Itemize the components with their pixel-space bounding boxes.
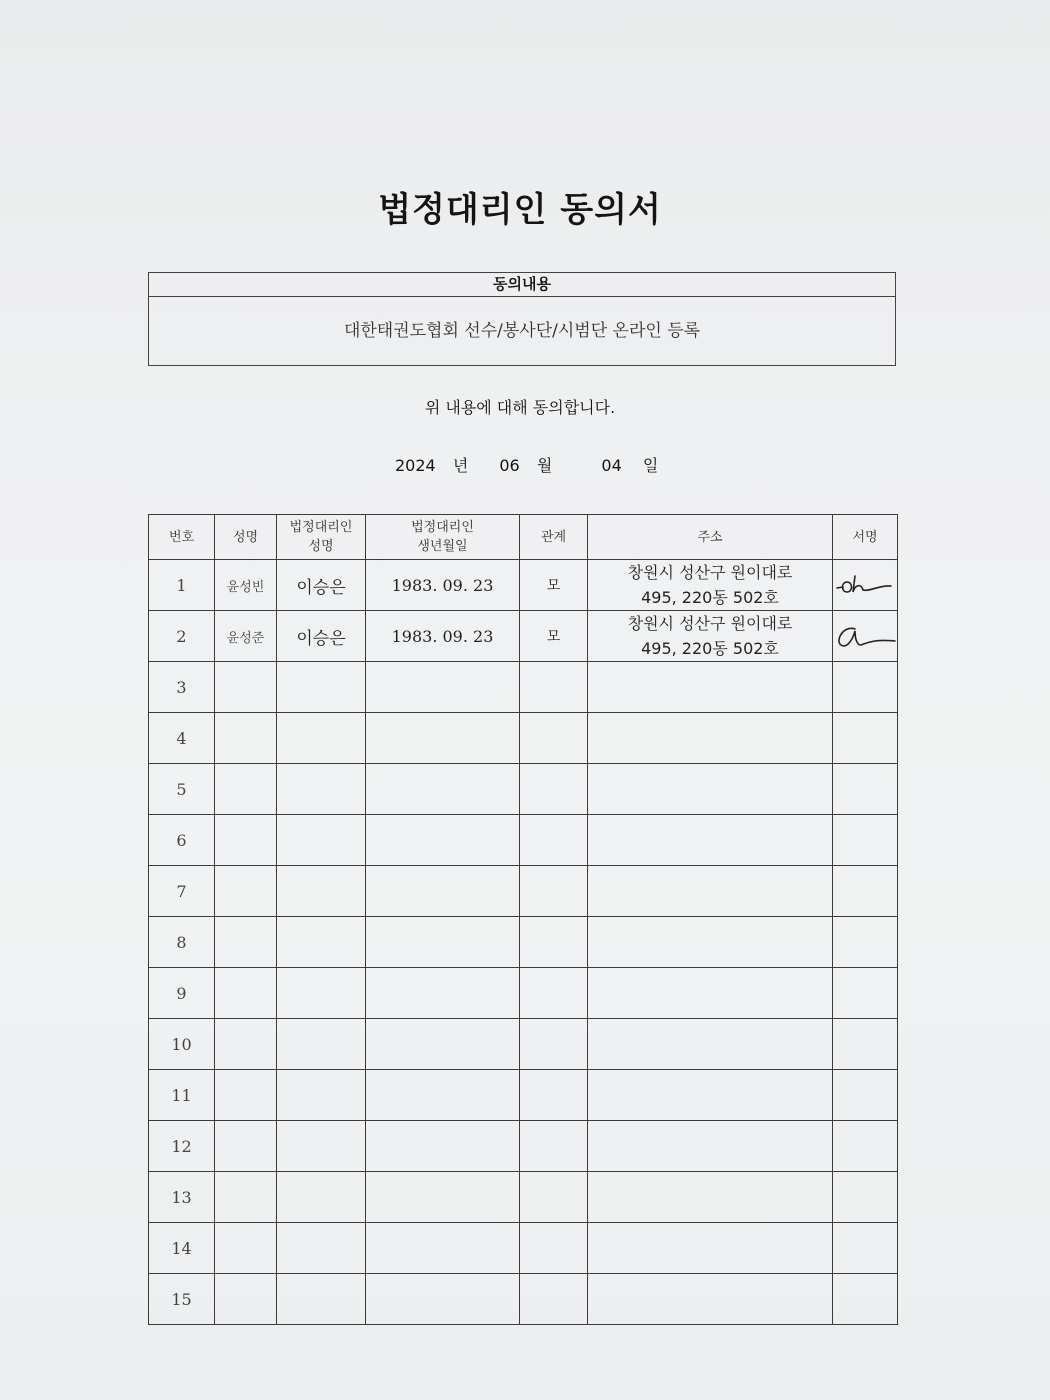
guardian-birthdate bbox=[366, 968, 520, 1019]
row-number: 9 bbox=[149, 968, 215, 1019]
guardian-name bbox=[277, 968, 366, 1019]
row-number: 6 bbox=[149, 815, 215, 866]
address bbox=[588, 1121, 833, 1172]
row-number: 15 bbox=[149, 1274, 215, 1325]
address bbox=[588, 866, 833, 917]
table-row bbox=[149, 1274, 898, 1325]
date-day-label: 일 bbox=[642, 456, 659, 475]
address bbox=[588, 968, 833, 1019]
relation bbox=[520, 1223, 588, 1274]
row-number: 14 bbox=[149, 1223, 215, 1274]
guardian-birthdate bbox=[366, 764, 520, 815]
header-no: 번호 bbox=[149, 515, 215, 560]
header-guardian-birth-line1: 법정대리인 bbox=[411, 520, 474, 535]
signature-cell bbox=[833, 1172, 898, 1223]
student-name bbox=[215, 815, 277, 866]
table-row bbox=[149, 968, 898, 1019]
table-row bbox=[149, 866, 898, 917]
guardian-name bbox=[277, 662, 366, 713]
address-line2: 495, 220동 502호 bbox=[641, 588, 779, 607]
address bbox=[588, 1019, 833, 1070]
table-row bbox=[149, 1070, 898, 1121]
signature-cell bbox=[833, 1223, 898, 1274]
signature-cell bbox=[833, 866, 898, 917]
relation bbox=[520, 1121, 588, 1172]
table-row bbox=[149, 1172, 898, 1223]
guardian-name bbox=[277, 1019, 366, 1070]
table-row bbox=[149, 1223, 898, 1274]
row-number: 3 bbox=[149, 662, 215, 713]
address bbox=[588, 1223, 833, 1274]
header-address: 주소 bbox=[588, 515, 833, 560]
guardian-birthdate bbox=[366, 1172, 520, 1223]
guardian-name bbox=[277, 1223, 366, 1274]
relation bbox=[520, 866, 588, 917]
guardian-birthdate bbox=[366, 866, 520, 917]
guardian-name bbox=[277, 917, 366, 968]
student-name: 윤성준 bbox=[215, 611, 277, 662]
row-number: 5 bbox=[149, 764, 215, 815]
table-row bbox=[149, 917, 898, 968]
consent-box-content: 대한태권도협회 선수/봉사단/시범단 온라인 등록 bbox=[343, 321, 701, 341]
signature-cell bbox=[833, 815, 898, 866]
signature-cell bbox=[833, 764, 898, 815]
guardian-table bbox=[148, 514, 898, 1325]
date-month-label: 월 bbox=[536, 456, 553, 475]
guardian-birthdate: 1983. 09. 23 bbox=[366, 611, 520, 662]
signature-cell bbox=[833, 713, 898, 764]
guardian-name bbox=[277, 713, 366, 764]
row-number: 2 bbox=[149, 611, 215, 662]
header-name: 성명 bbox=[215, 515, 277, 560]
signature-cell bbox=[833, 611, 898, 662]
consent-box-header: 동의내용 bbox=[149, 273, 895, 297]
row-number: 13 bbox=[149, 1172, 215, 1223]
handwritten-signature bbox=[835, 570, 895, 600]
relation: 모 bbox=[520, 611, 588, 662]
guardian-birthdate bbox=[366, 1223, 520, 1274]
address bbox=[588, 713, 833, 764]
signature-cell bbox=[833, 1121, 898, 1172]
row-number: 4 bbox=[149, 713, 215, 764]
guardian-name bbox=[277, 815, 366, 866]
address bbox=[588, 662, 833, 713]
relation bbox=[520, 815, 588, 866]
guardian-birthdate bbox=[366, 917, 520, 968]
guardian-name bbox=[277, 1172, 366, 1223]
student-name bbox=[215, 1070, 277, 1121]
address bbox=[588, 1070, 833, 1121]
student-name bbox=[215, 866, 277, 917]
address bbox=[588, 917, 833, 968]
table-row bbox=[149, 1121, 898, 1172]
table-row bbox=[149, 713, 898, 764]
guardian-birthdate bbox=[366, 1274, 520, 1325]
document-title: 법정대리인 동의서 bbox=[378, 190, 662, 230]
signature-cell bbox=[833, 917, 898, 968]
table-row bbox=[149, 662, 898, 713]
address bbox=[588, 764, 833, 815]
relation bbox=[520, 968, 588, 1019]
header-guardian-name-line2: 성명 bbox=[308, 539, 334, 554]
address bbox=[588, 815, 833, 866]
student-name bbox=[215, 713, 277, 764]
row-number: 7 bbox=[149, 866, 215, 917]
signature-cell bbox=[833, 1019, 898, 1070]
student-name: 윤성빈 bbox=[215, 560, 277, 611]
student-name bbox=[215, 1223, 277, 1274]
guardian-name: 이승은 bbox=[277, 611, 366, 662]
address bbox=[588, 560, 833, 611]
header-guardian-birth-line2: 생년월일 bbox=[417, 539, 468, 554]
header-guardian-name-line1: 법정대리인 bbox=[289, 520, 353, 535]
address bbox=[588, 1274, 833, 1325]
row-number: 11 bbox=[149, 1070, 215, 1121]
signature-cell bbox=[833, 1070, 898, 1121]
guardian-birthdate: 1983. 09. 23 bbox=[366, 560, 520, 611]
relation bbox=[520, 713, 588, 764]
relation bbox=[520, 662, 588, 713]
relation bbox=[520, 1274, 588, 1325]
guardian-birthdate bbox=[366, 662, 520, 713]
address-line1: 창원시 성산구 원이대로 bbox=[627, 614, 793, 633]
date-year-label: 년 bbox=[452, 456, 469, 475]
guardian-birthdate bbox=[366, 1121, 520, 1172]
date-day: 04 bbox=[601, 456, 622, 475]
relation bbox=[520, 1070, 588, 1121]
handwritten-signature bbox=[833, 621, 897, 651]
student-name bbox=[215, 1274, 277, 1325]
relation bbox=[520, 1019, 588, 1070]
relation bbox=[520, 1172, 588, 1223]
relation bbox=[520, 917, 588, 968]
guardian-name bbox=[277, 866, 366, 917]
relation: 모 bbox=[520, 560, 588, 611]
guardian-birthdate bbox=[366, 1019, 520, 1070]
consent-date bbox=[395, 453, 658, 476]
table-row bbox=[149, 611, 898, 662]
guardian-name bbox=[277, 1070, 366, 1121]
table-row bbox=[149, 815, 898, 866]
agreement-text: 위 내용에 대해 동의합니다. bbox=[424, 398, 616, 417]
address bbox=[588, 1172, 833, 1223]
student-name bbox=[215, 1019, 277, 1070]
row-number: 12 bbox=[149, 1121, 215, 1172]
student-name bbox=[215, 1121, 277, 1172]
table-row bbox=[149, 764, 898, 815]
table-header-row bbox=[149, 515, 898, 560]
address-line1: 창원시 성산구 원이대로 bbox=[627, 563, 793, 582]
student-name bbox=[215, 968, 277, 1019]
guardian-name bbox=[277, 764, 366, 815]
signature-cell bbox=[833, 968, 898, 1019]
student-name bbox=[215, 1172, 277, 1223]
guardian-birthdate bbox=[366, 815, 520, 866]
guardian-birthdate bbox=[366, 1070, 520, 1121]
row-number: 1 bbox=[149, 560, 215, 611]
guardian-name bbox=[277, 1274, 366, 1325]
header-signature: 서명 bbox=[833, 515, 898, 560]
date-month: 06 bbox=[499, 456, 520, 475]
guardian-name bbox=[277, 1121, 366, 1172]
consent-box bbox=[148, 272, 896, 366]
student-name bbox=[215, 917, 277, 968]
header-relation: 관계 bbox=[520, 515, 588, 560]
student-name bbox=[215, 662, 277, 713]
relation bbox=[520, 764, 588, 815]
address bbox=[588, 611, 833, 662]
student-name bbox=[215, 764, 277, 815]
signature-cell bbox=[833, 560, 898, 611]
date-year: 2024 bbox=[395, 456, 436, 475]
signature-cell bbox=[833, 1274, 898, 1325]
header-guardian-name bbox=[277, 515, 366, 560]
row-number: 8 bbox=[149, 917, 215, 968]
table-row bbox=[149, 1019, 898, 1070]
guardian-name: 이승은 bbox=[277, 560, 366, 611]
signature-cell bbox=[833, 662, 898, 713]
row-number: 10 bbox=[149, 1019, 215, 1070]
guardian-birthdate bbox=[366, 713, 520, 764]
header-guardian-birth bbox=[366, 515, 520, 560]
table-row bbox=[149, 560, 898, 611]
address-line2: 495, 220동 502호 bbox=[641, 639, 779, 658]
